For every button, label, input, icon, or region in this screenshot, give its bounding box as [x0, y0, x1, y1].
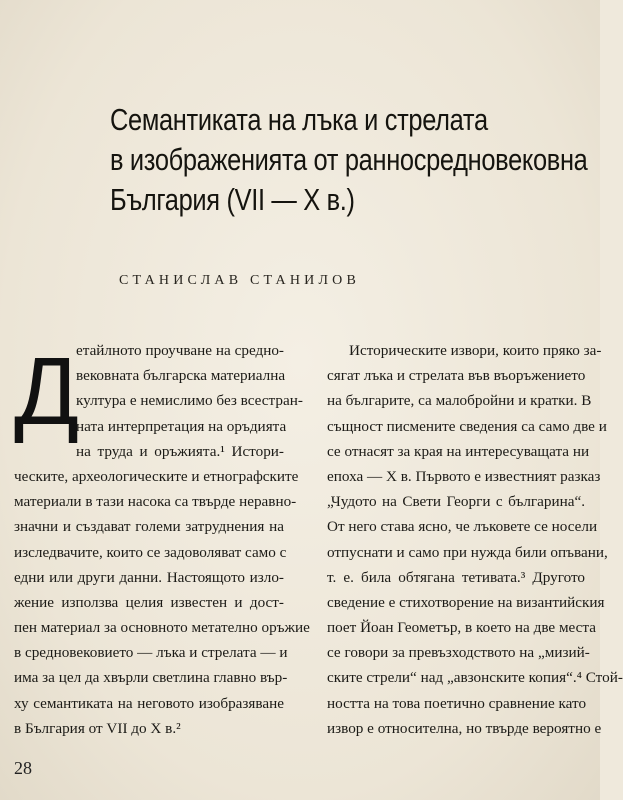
text-line: Историческите извори, които пряко за-	[349, 342, 602, 359]
title-line: България (VII — X в.)	[110, 182, 355, 217]
text-line: се отнасят за края на интересуващата ни	[327, 442, 590, 460]
text-line: етайлното проучване на средно-	[76, 342, 284, 359]
text-line: епоха — X в. Първото е известният разказ	[327, 467, 601, 485]
text-line: в средновековието — лъка и стрелата — и	[14, 644, 288, 662]
text-line: От него става ясно, че лъковете се носели	[327, 518, 598, 536]
show-through-area	[40, 0, 290, 110]
text-line: ността на това поетично сравнение като	[327, 694, 587, 712]
text-line: се говори за превъзходството на „мизий-	[327, 644, 590, 662]
text-line: ческите, археологическите и етнографските	[14, 467, 299, 485]
text-line: извор е относителна, но твърде вероятно е	[327, 719, 602, 737]
text-line: „Чудото на Свети Георги с българина“.	[327, 493, 585, 511]
text-line: ната интерпретация на оръдията	[76, 417, 287, 435]
text-line: на труда и оръжията.¹ Истори-	[76, 442, 284, 460]
title-line: в изображенията от ранносредновековна	[110, 142, 588, 177]
text-line: едни или други данни. Настоящото изло-	[14, 568, 284, 586]
text-line: вековната българска материална	[76, 367, 286, 385]
text-line: същност писмените сведения са само две и	[327, 417, 607, 435]
text-line: ху семантиката на неговото изобразяване	[14, 694, 284, 712]
text-line: жение използва целия известен и дост-	[14, 593, 284, 611]
text-line: поет Йоан Геометър, в което на две места	[327, 619, 596, 637]
text-line: сягат лъка и стрелата във въоръжението	[327, 367, 586, 385]
text-line: в България от VII до X в.²	[14, 719, 181, 737]
text-line: значни и създават големи затруднения на	[14, 518, 284, 536]
article-author: СТАНИСЛАВ СТАНИЛОВ	[119, 273, 361, 288]
text-column-left	[14, 338, 310, 741]
text-line: т. е. била обтягана тетивата.³ Другото	[327, 568, 585, 586]
text-line: отпуснати и само при нужда били опъвани,	[327, 543, 608, 561]
text-line: култура е немислимо без всестран-	[76, 392, 303, 410]
text-line: на българите, са малобройни и кратки. В	[327, 392, 592, 410]
article-title	[110, 100, 588, 220]
text-line: ските стрели“ над „авзонските копия“.⁴ Стой-	[327, 669, 623, 687]
text-line: има за цел да хвърли светлина главно вър-	[14, 669, 288, 687]
text-line: сведение е стихотворение на византийския	[327, 593, 605, 611]
text-column-right	[327, 338, 623, 741]
text-line: материали в тази насока са твърде неравно-	[14, 493, 297, 511]
page-number: 28	[14, 758, 32, 778]
text-line: пен материал за основното метателно оръжие	[14, 619, 310, 637]
title-line: Семантиката на лъка и стрелата	[110, 102, 488, 137]
text-line: изследвачите, които се задоволяват само с	[14, 543, 287, 561]
drop-cap: Д	[14, 338, 80, 445]
